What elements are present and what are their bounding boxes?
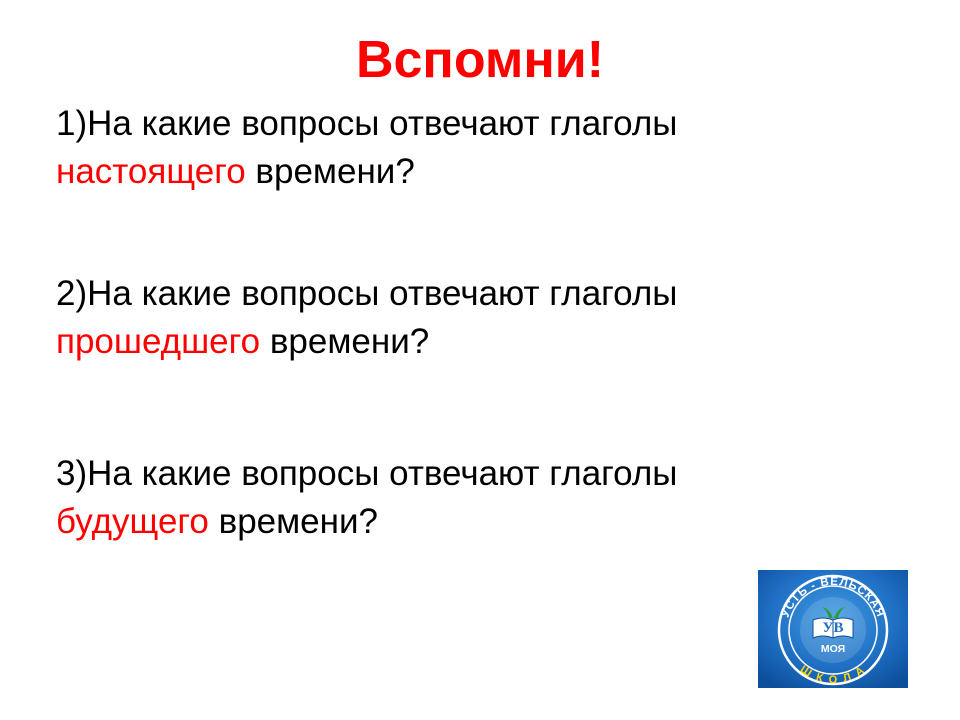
question-3-suffix: времени? (208, 502, 378, 542)
question-block-1 (56, 100, 906, 197)
question-3-number: 3) (56, 454, 88, 493)
question-1-accent: настоящего (56, 152, 246, 192)
svg-text:Ш К О Л А: Ш К О Л А (797, 663, 869, 687)
page-title: Вспомни! (355, 31, 605, 89)
question-2-line-2 (56, 318, 906, 366)
svg-text:УСТЬ - ВЕЛЬСКАЯ: УСТЬ - ВЕЛЬСКАЯ (779, 575, 887, 620)
question-2-number: 2) (56, 274, 88, 313)
svg-text:МОЯ: МОЯ (820, 643, 846, 655)
school-emblem-icon (758, 570, 908, 688)
question-2-accent: прошедшего (56, 322, 261, 362)
question-2-text: На какие вопросы отвечают глаголы (87, 274, 678, 313)
question-3-accent: будущего (56, 502, 209, 542)
question-1-number: 1) (56, 104, 88, 143)
question-3-text: На какие вопросы отвечают глаголы (87, 454, 678, 493)
question-block-3 (56, 450, 906, 547)
question-block-2 (56, 270, 906, 367)
question-2-line-1 (56, 270, 906, 318)
question-1-suffix: времени? (245, 152, 415, 192)
question-2-suffix: времени? (260, 322, 430, 362)
question-3-line-2 (56, 498, 906, 546)
question-3-line-1 (56, 450, 906, 498)
svg-text:УВ: УВ (822, 620, 844, 636)
question-1-line-2 (56, 148, 906, 196)
question-1-line-1 (56, 100, 906, 148)
question-1-text: На какие вопросы отвечают глаголы (87, 104, 678, 143)
